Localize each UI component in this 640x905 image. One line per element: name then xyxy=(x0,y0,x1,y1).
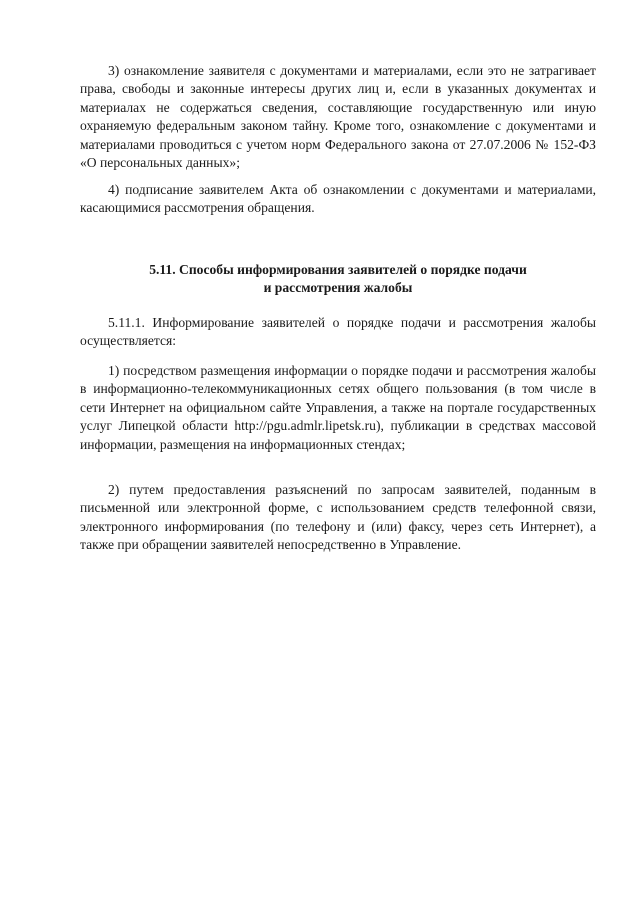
paragraph-item-4: 4) подписание заявителем Акта об ознакомлении с документами и материалами, касающимися рассмотрения обращения. xyxy=(80,182,596,216)
paragraph-method-1: 1) посредством размещения информации о порядке подачи и рассмотрения жалобы в информационно-телекоммуникационных сетях общего пользования (в том числе в сети Интернет на официальном сайте Управления, а также на портале государственных услуг Липецкой области http://pgu.admlr.lipetsk.ru), публикации в средствах массовой информации, размещения на информационных стендах; xyxy=(80,363,596,452)
section-heading xyxy=(80,261,596,297)
paragraph-method-2: 2) путем предоставления разъяснений по запросам заявителей, поданным в письменной или электронной форме, с использованием средств телефонной связи, электронного информирования (по телефону и (или) факсу, через сеть Интернет), а также при обращении заявителей непосредственно в Управление. xyxy=(80,482,596,553)
paragraph-item-3: 3) ознакомление заявителя с документами и материалами, если это не затрагивает права, свободы и законные интересы других лиц и, если в указанных документах и материалах не содержаться сведения, составляющие государственную или иную охраняемую федеральным законом тайну. Кроме того, ознакомление с документами и материалами проводиться с учетом норм Федерального закона от 27.07.2006 № 152-ФЗ «О персональных данных»; xyxy=(80,63,596,171)
section-heading-line-2: и рассмотрения жалобы xyxy=(263,280,413,295)
paragraph-section-intro: 5.11.1. Информирование заявителей о порядке подачи и рассмотрения жалобы осуществляется: xyxy=(80,315,596,349)
section-heading-line-1: 5.11. Способы информирования заявителей о порядке подачи xyxy=(149,262,527,277)
